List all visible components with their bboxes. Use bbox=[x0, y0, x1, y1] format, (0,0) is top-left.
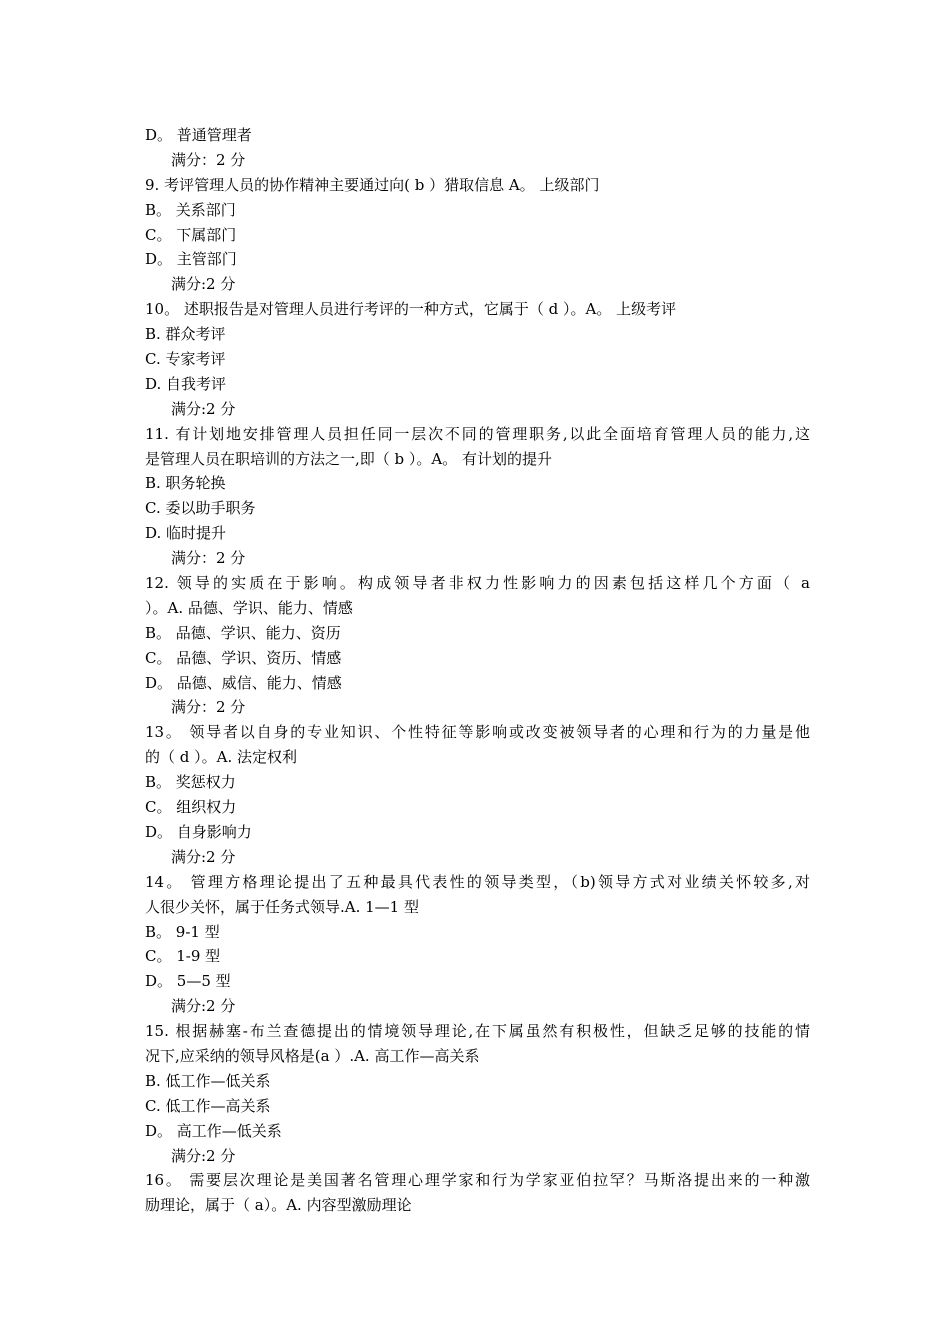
answer-option: D。 高工作—低关系 bbox=[145, 1121, 282, 1140]
score-line: 满分:2 分 bbox=[171, 275, 236, 294]
score-line: 满分:2 分 bbox=[171, 847, 236, 866]
question-text: 11. 有计划地安排管理人员担任同一层次不同的管理职务,以此全面培育管理人员的能力,这 bbox=[145, 424, 810, 443]
question-text: 9. 考评管理人员的协作精神主要通过向( b ）猎取信息 A。 上级部门 bbox=[145, 175, 600, 194]
answer-option: D。 自身影响力 bbox=[145, 822, 252, 841]
answer-option: B。 9-1 型 bbox=[145, 922, 220, 941]
question-text: 15. 根据赫塞-布兰查德提出的情境领导理论,在下属虽然有积极性，但缺乏足够的技能的情 bbox=[145, 1022, 810, 1041]
score-line: 满分：2 分 bbox=[171, 698, 246, 717]
answer-option: B。 奖惩权力 bbox=[145, 773, 236, 792]
score-line: 满分:2 分 bbox=[171, 1146, 236, 1165]
answer-option: B。 品德、学识、能力、资历 bbox=[145, 623, 341, 642]
question-text: 10。 述职报告是对管理人员进行考评的一种方式，它属于（ d ）。A。 上级考评 bbox=[145, 300, 677, 319]
score-line: 满分:2 分 bbox=[171, 997, 236, 1016]
document-page bbox=[145, 123, 810, 1218]
answer-option: C。 1-9 型 bbox=[145, 947, 221, 966]
question-text: 况下,应采纳的领导风格是(a ）.A. 高工作—高关系 bbox=[145, 1046, 480, 1065]
score-line: 满分:2 分 bbox=[171, 399, 236, 418]
question-text: 16。 需要层次理论是美国著名管理心理学家和行为学家亚伯拉罕？马斯洛提出来的一种激 bbox=[145, 1171, 810, 1190]
score-line: 满分：2 分 bbox=[171, 549, 246, 568]
question-text: 励理论，属于（ a）。A. 内容型激励理论 bbox=[145, 1196, 412, 1215]
answer-option: D。 主管部门 bbox=[145, 250, 237, 269]
answer-option: B。 关系部门 bbox=[145, 200, 236, 219]
question-text: 是管理人员在职培训的方法之一,即（ b ）。A。 有计划的提升 bbox=[145, 449, 553, 468]
question-text: 14。 管理方格理论提出了五种最具代表性的领导类型，（b)领导方式对业绩关怀较多,对 bbox=[145, 872, 810, 891]
question-text: 13。 领导者以自身的专业知识、个性特征等影响或改变被领导者的心理和行为的力量是他 bbox=[145, 723, 810, 742]
answer-option: C。 下属部门 bbox=[145, 225, 237, 244]
question-text: 12. 领导的实质在于影响。构成领导者非权力性影响力的因素包括这样几个方面（ a bbox=[145, 574, 810, 593]
answer-option: D. 自我考评 bbox=[145, 374, 227, 393]
answer-option: B. 低工作—低关系 bbox=[145, 1071, 271, 1090]
answer-option: D. 临时提升 bbox=[145, 524, 227, 543]
answer-option: B. 职务轮换 bbox=[145, 474, 226, 493]
question-text: ）。A. 品德、学识、能力、情感 bbox=[145, 598, 353, 617]
answer-option: C. 委以助手职务 bbox=[145, 499, 256, 518]
score-line: 满分：2 分 bbox=[171, 150, 246, 169]
answer-option: D。 品德、威信、能力、情感 bbox=[145, 673, 342, 692]
question-text: 的（ d ）。A. 法定权利 bbox=[145, 748, 298, 767]
answer-option: B. 群众考评 bbox=[145, 325, 226, 344]
answer-option: C。 品德、学识、资历、情感 bbox=[145, 648, 342, 667]
answer-option: D。 普通管理者 bbox=[145, 126, 252, 144]
answer-option: D。 5—5 型 bbox=[145, 972, 231, 991]
answer-option: C. 专家考评 bbox=[145, 350, 226, 369]
answer-option: C. 低工作—高关系 bbox=[145, 1096, 271, 1115]
question-text: 人很少关怀，属于任务式领导.A. 1—1 型 bbox=[145, 897, 419, 916]
answer-option: C。 组织权力 bbox=[145, 798, 237, 817]
